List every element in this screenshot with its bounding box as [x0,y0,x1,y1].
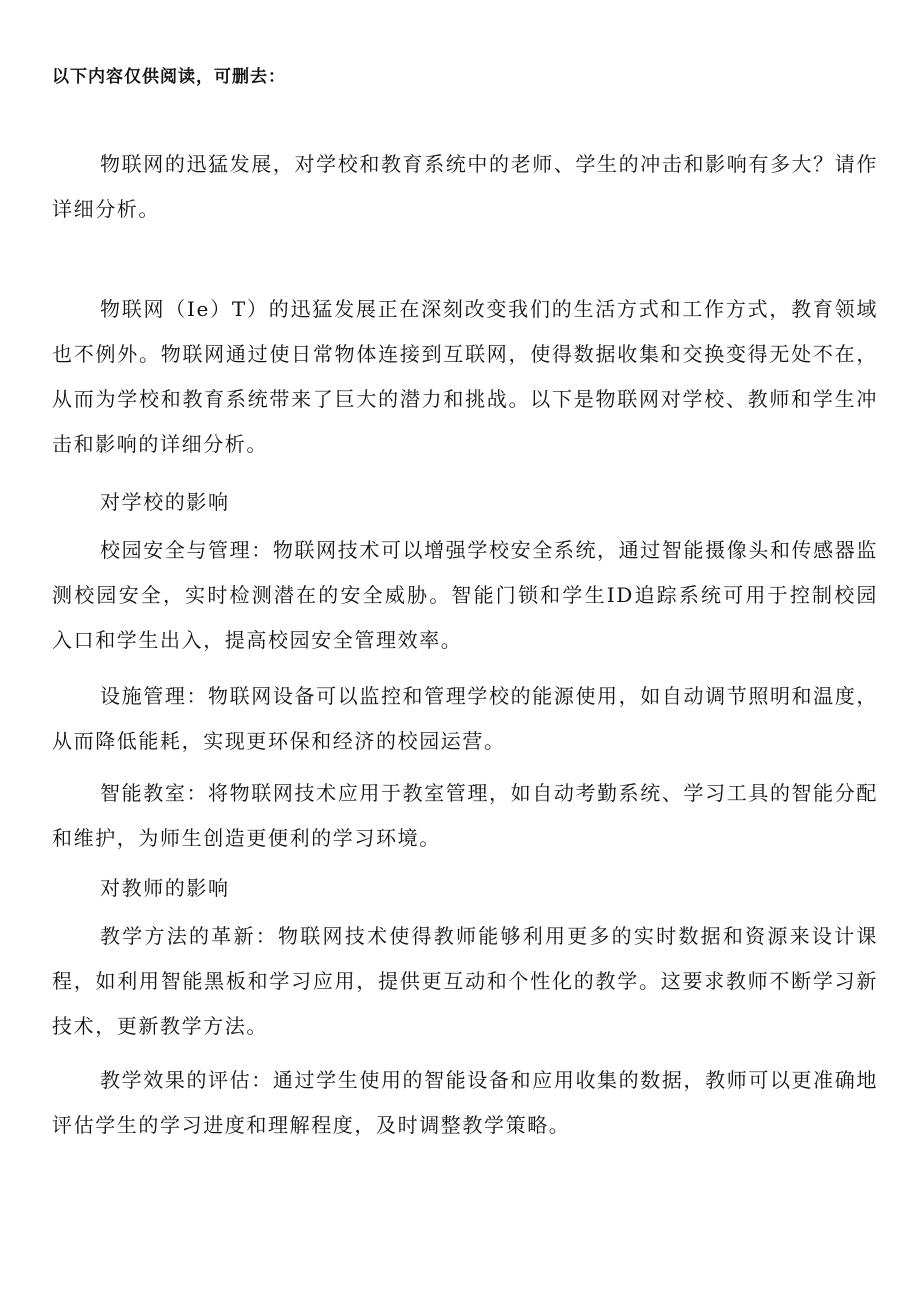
section-heading-teacher: 对教师的影响 [100,876,230,900]
question-paragraph: 物联网的迅猛发展，对学校和教育系统中的老师、学生的冲击和影响有多大？请作详细分析。 [52,152,878,221]
paragraph-smart-classroom: 智能教室：将物联网技术应用于教室管理，如自动考勤系统、学习工具的智能分配和维护，为师生创造更便利的学习环境。 [52,781,878,850]
paragraph-teaching-evaluation: 教学效果的评估：通过学生使用的智能设备和应用收集的数据，教师可以更准确地评估学生的学习进度和理解程度，及时调整教学策略。 [52,1068,878,1137]
section-heading-school: 对学校的影响 [100,490,230,514]
paragraph-facility-management: 设施管理：物联网设备可以监控和管理学校的能源使用，如自动调节照明和温度，从而降低能耗，实现更环保和经济的校园运营。 [52,684,878,753]
paragraph-teaching-methods: 教学方法的革新：物联网技术使得教师能够利用更多的实时数据和资源来设计课程，如利用智能黑板和学习应用，提供更互动和个性化的教学。这要求教师不断学习新技术，更新教学方法。 [52,924,878,1038]
reading-note: 以下内容仅供阅读，可删去： [52,67,286,87]
paragraph-campus-safety: 校园安全与管理：物联网技术可以增强学校安全系统，通过智能摄像头和传感器监测校园安全，实时检测潜在的安全威胁。智能门锁和学生ID追踪系统可用于控制校园入口和学生出入，提高校园安全管理效率。 [52,538,878,652]
intro-paragraph: 物联网（Ie）T）的迅猛发展正在深刻改变我们的生活方式和工作方式，教育领域也不例外。物联网通过使日常物体连接到互联网，使得数据收集和交换变得无处不在，从而为学校和教育系统带来了巨大的潜力和挑战。以下是物联网对学校、教师和学生冲击和影响的详细分析。 [52,297,878,456]
